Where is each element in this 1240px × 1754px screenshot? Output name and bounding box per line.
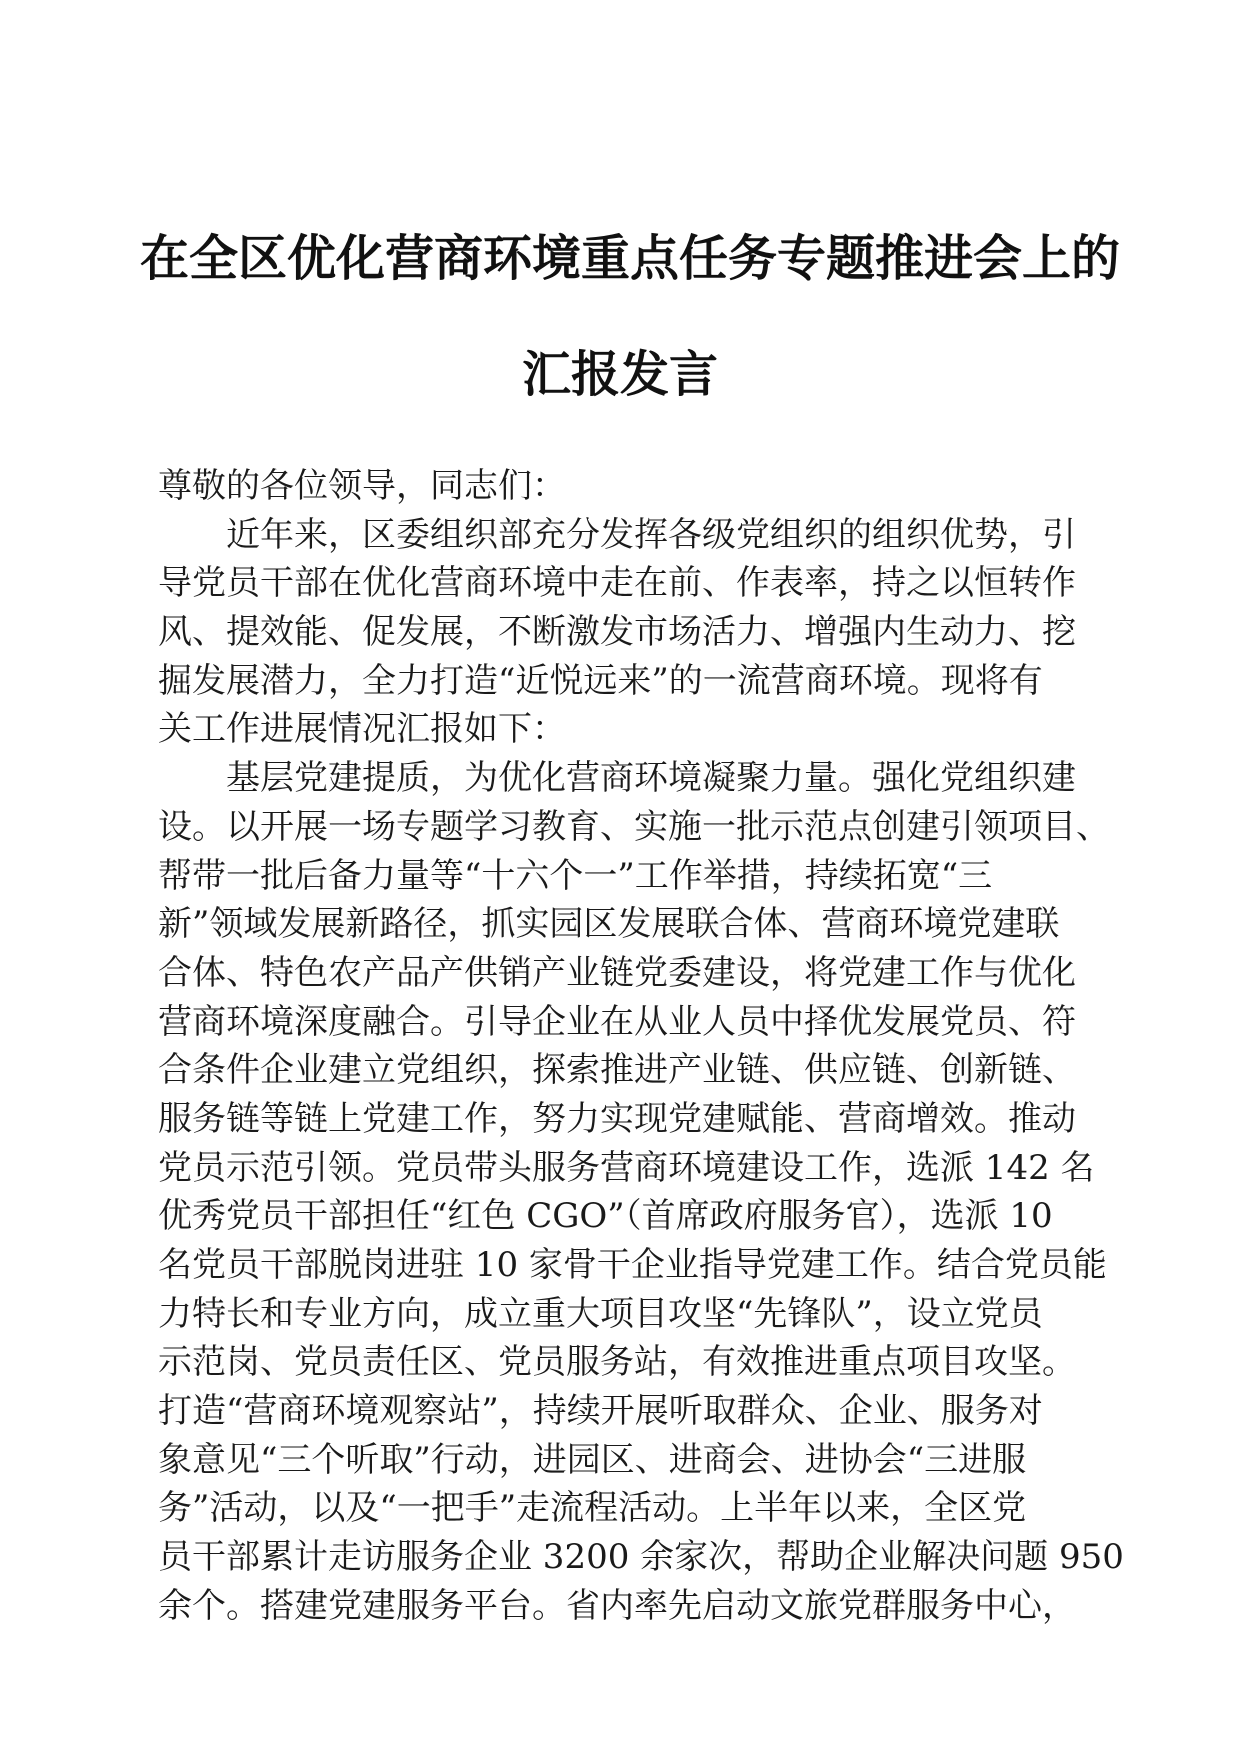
body-text-line: 掘发展潜力，全力打造“近悦远来”的一流营商环境。现将有 bbox=[158, 660, 1043, 701]
body-text-line: 余个。搭建党建服务平台。省内率先启动文旅党群服务中心， bbox=[158, 1585, 1076, 1626]
body-text-line: 员干部累计走访服务企业 3200 余家次，帮助企业解决问题 950 bbox=[158, 1537, 1124, 1578]
document-title-line-2: 汇报发言 bbox=[521, 345, 718, 403]
body-text-line: 导党员干部在优化营商环境中走在前、作表率，持之以恒转作 bbox=[158, 563, 1076, 604]
document-title-line-1: 在全区优化营商环境重点任务专题推进会上的 bbox=[140, 229, 1121, 287]
body-text-line: 设。以开展一场专题学习教育、实施一批示范点创建引领项目、 bbox=[158, 806, 1110, 847]
body-text-line: 优秀党员干部担任“红色 CGO”（首席政府服务官），选派 10 bbox=[158, 1196, 1053, 1237]
body-text-line: 基层党建提质，为优化营商环境凝聚力量。强化党组织建 bbox=[226, 758, 1076, 799]
body-text-line: 打造“营商环境观察站”，持续开展听取群众、企业、服务对 bbox=[158, 1391, 1043, 1432]
body-text-line: 合条件企业建立党组织，探索推进产业链、供应链、创新链、 bbox=[158, 1050, 1076, 1091]
body-text-line: 务”活动，以及“一把手”走流程活动。上半年以来，全区党 bbox=[158, 1488, 1027, 1529]
body-text-line: 风、提效能、促发展，不断激发市场活力、增强内生动力、挖 bbox=[158, 612, 1076, 653]
body-text-line: 帮带一批后备力量等“十六个一”工作举措，持续拓宽“三 bbox=[158, 855, 993, 896]
body-text-line: 合体、特色农产品产供销产业链党委建设，将党建工作与优化 bbox=[158, 952, 1076, 993]
body-text-line: 服务链等链上党建工作，努力实现党建赋能、营商增效。推动 bbox=[158, 1098, 1076, 1139]
body-text-line: 力特长和专业方向，成立重大项目攻坚“先锋队”，设立党员 bbox=[158, 1293, 1043, 1334]
body-text-line: 营商环境深度融合。引导企业在从业人员中择优发展党员、符 bbox=[158, 1001, 1076, 1042]
body-text-line: 名党员干部脱岗进驻 10 家骨干企业指导党建工作。结合党员能 bbox=[158, 1245, 1107, 1285]
document-body bbox=[158, 462, 1124, 1631]
body-text-line: 象意见“三个听取”行动，进园区、进商会、进协会“三进服 bbox=[158, 1439, 1027, 1480]
body-text-line: 示范岗、党员责任区、党员服务站，有效推进重点项目攻坚。 bbox=[158, 1342, 1076, 1383]
body-text-line: 关工作进展情况汇报如下： bbox=[158, 709, 566, 750]
body-text-line: 党员示范引领。党员带头服务营商环境建设工作，选派 142 名 bbox=[158, 1147, 1095, 1188]
body-text-line: 新”领域发展新路径，抓实园区发展联合体、营商环境党建联 bbox=[158, 904, 1060, 945]
salutation-line: 尊敬的各位领导，同志们： bbox=[158, 466, 566, 506]
body-text-line: 近年来，区委组织部充分发挥各级党组织的组织优势，引 bbox=[226, 514, 1076, 555]
